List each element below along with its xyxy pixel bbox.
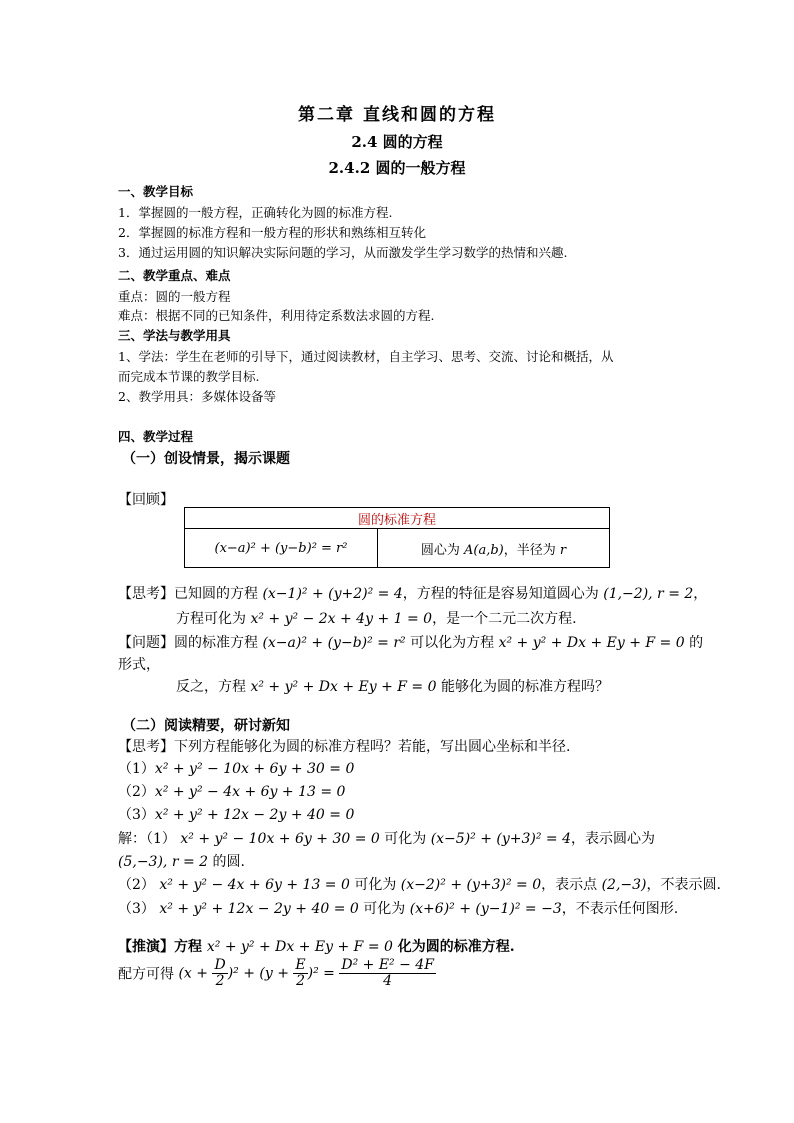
item-equation: x² + y² − 10x + 6y + 30 = 0 (154, 761, 355, 777)
solution-text: ，不表示圆. (646, 877, 721, 893)
frac-denominator: 4 (383, 973, 393, 989)
complete-square-line (118, 958, 436, 989)
think2-item-3 (118, 804, 354, 824)
derive-text-a: 方程 (174, 939, 207, 955)
solution-center: (5,−3), r = 2 (118, 854, 209, 870)
fraction-d-over-2 (212, 958, 227, 989)
item-number: （2） (118, 784, 155, 800)
key-point: 重点：圆的一般方程 (118, 289, 231, 304)
methods-heading: 三、学法与教学用具 (118, 328, 231, 343)
solution-eq: (x−2)² + (y+3)² = 0 (400, 877, 542, 893)
derive-label: 【推演】 (118, 939, 174, 955)
solution-eq: x² + y² − 4x + 6y + 13 = 0 (159, 877, 350, 893)
chapter-title: 第二章 直线和圆的方程 (298, 105, 496, 125)
lhs-part-c: )² = (307, 965, 340, 982)
think1-eq2: x² + y² − 2x + 4y + 1 = 0 (250, 611, 433, 627)
question-line3-b: 能够化为圆的标准方程吗？ (436, 679, 609, 695)
process-heading: 四、教学过程 (118, 429, 194, 444)
radius-math: r (559, 542, 567, 558)
radius-text: ，半径为 (503, 542, 560, 558)
think1-text-b: ，方程的特征是容易知道圆心为 (402, 586, 604, 602)
frac-numerator: E (295, 957, 306, 973)
fraction-e-over-2 (293, 958, 307, 989)
think2-text: 下列方程能够化为圆的标准方程吗？若能，写出圆心坐标和半径. (174, 739, 571, 755)
think2-item-2 (118, 781, 345, 801)
question-eq2: x² + y² + Dx + Ey + F = 0 (498, 635, 685, 651)
solution-eq: (x−5)² + (y+3)² = 4 (430, 831, 572, 847)
solution-text: 的圆. (208, 854, 245, 870)
solution-eq: (x+6)² + (y−1)² = −3 (409, 901, 562, 917)
think2-line (118, 736, 570, 756)
frac-denominator: 2 (296, 973, 305, 989)
question-line-1 (118, 632, 703, 652)
goals-heading: 一、教学目标 (118, 184, 194, 199)
part2-heading: （二）阅读精要，研讨新知 (122, 718, 290, 734)
think2-item-1 (118, 758, 354, 778)
goal-item-1: 1．掌握圆的一般方程，正确转化为圆的标准方程. (118, 205, 393, 220)
question-text-b: 可以化为方程 (405, 635, 499, 651)
think1-line-1 (118, 583, 707, 603)
lhs-part-a: (x + (178, 965, 213, 982)
solution-text: ，不表示任何图形. (561, 901, 679, 917)
methods-line-2: 而完成本节课的教学目标. (118, 369, 260, 384)
think1-label: 【思考】 (118, 586, 174, 602)
standard-equation-cell: (x−a)² + (y−b)² = r² (185, 529, 378, 568)
difficult-point: 难点：根据不同的已知条件，利用待定系数法求圆的方程. (118, 308, 435, 323)
question-line-3 (176, 676, 609, 696)
question-text-a: 圆的标准方程 (174, 635, 263, 651)
think1-line2-b: ，是一个二元二次方程. (432, 611, 577, 627)
center-text: 圆心为 (420, 542, 465, 558)
goal-item-3: 3．通过运用圆的知识解决实际问题的学习，从而激发学生学习数学的热情和兴趣. (118, 245, 568, 260)
solution-text: 可化为 (379, 831, 431, 847)
think1-center: (1,−2), r = 2 (603, 586, 694, 602)
part1-heading: （一）创设情景，揭示课题 (122, 451, 290, 467)
solution-text: ，表示点 (541, 877, 602, 893)
question-text-c: 的 (684, 635, 704, 651)
methods-line-3: 2、教学用具：多媒体设备等 (118, 389, 276, 404)
center-radius-cell (378, 529, 610, 568)
item-number: （3） (118, 807, 155, 823)
think1-line2-a: 方程可化为 (176, 611, 251, 627)
frac-denominator: 2 (215, 973, 225, 989)
think1-text-c: ， (693, 586, 708, 602)
standard-equation-table (184, 507, 610, 568)
fraction-rhs (339, 958, 436, 989)
methods-line-1: 1、学法：学生在老师的引导下，通过阅读教材，自主学习、思考、交流、讨论和概括，从 (118, 349, 614, 364)
item-number: （3） (118, 901, 160, 917)
solution-line-3 (118, 874, 721, 894)
think1-line-2 (176, 608, 577, 628)
item-number: （2） (118, 877, 160, 893)
think2-label: 【思考】 (118, 739, 174, 755)
solution-point: (2,−3) (601, 877, 647, 893)
derive-text-b: 化为圆的标准方程. (392, 939, 515, 955)
keypoints-heading: 二、教学重点、难点 (118, 268, 231, 283)
frac-numerator: D (214, 957, 226, 973)
section-title: 2.4 圆的方程 (351, 133, 443, 151)
question-eq1: (x−a)² + (y−b)² = r² (262, 635, 406, 651)
derive-line (118, 936, 515, 956)
lhs-part-b: )² + (y + (227, 965, 294, 982)
item-equation: x² + y² − 4x + 6y + 13 = 0 (154, 784, 346, 800)
solution-text: 可化为 (358, 901, 410, 917)
solution-text: ，表示圆心为 (571, 831, 656, 847)
item-number: （1） (118, 761, 155, 777)
goal-item-2: 2．掌握圆的标准方程和一般方程的形状和熟练相互转化 (118, 225, 426, 240)
table-header: 圆的标准方程 (185, 508, 610, 529)
frac-numerator: D² + E² − 4F (341, 957, 434, 973)
question-line-2: 形式， (118, 657, 160, 673)
solution-line-2 (118, 851, 245, 871)
review-label: 【回顾】 (118, 492, 174, 508)
solution-line-4 (118, 898, 678, 918)
item-equation: x² + y² + 12x − 2y + 40 = 0 (154, 807, 355, 823)
question-line3-a: 反之，方程 (176, 679, 251, 695)
derive-eq: x² + y² + Dx + Ey + F = 0 (206, 939, 393, 955)
solution-line-1 (118, 828, 655, 848)
think1-text-a: 已知圆的方程 (174, 586, 263, 602)
think1-eq1: (x−1)² + (y+2)² = 4 (262, 586, 403, 602)
solution-prefix: 解：（1） (118, 831, 181, 847)
subsection-title: 2.4.2 圆的一般方程 (328, 159, 466, 177)
question-eq3: x² + y² + Dx + Ey + F = 0 (250, 679, 437, 695)
solution-eq: x² + y² + 12x − 2y + 40 = 0 (159, 901, 359, 917)
center-math: A(a,b) (464, 542, 504, 558)
solution-eq: x² + y² − 10x + 6y + 30 = 0 (180, 831, 380, 847)
question-label: 【问题】 (118, 635, 174, 651)
solution-text: 可化为 (349, 877, 401, 893)
complete-text: 配方可得 (118, 966, 179, 983)
